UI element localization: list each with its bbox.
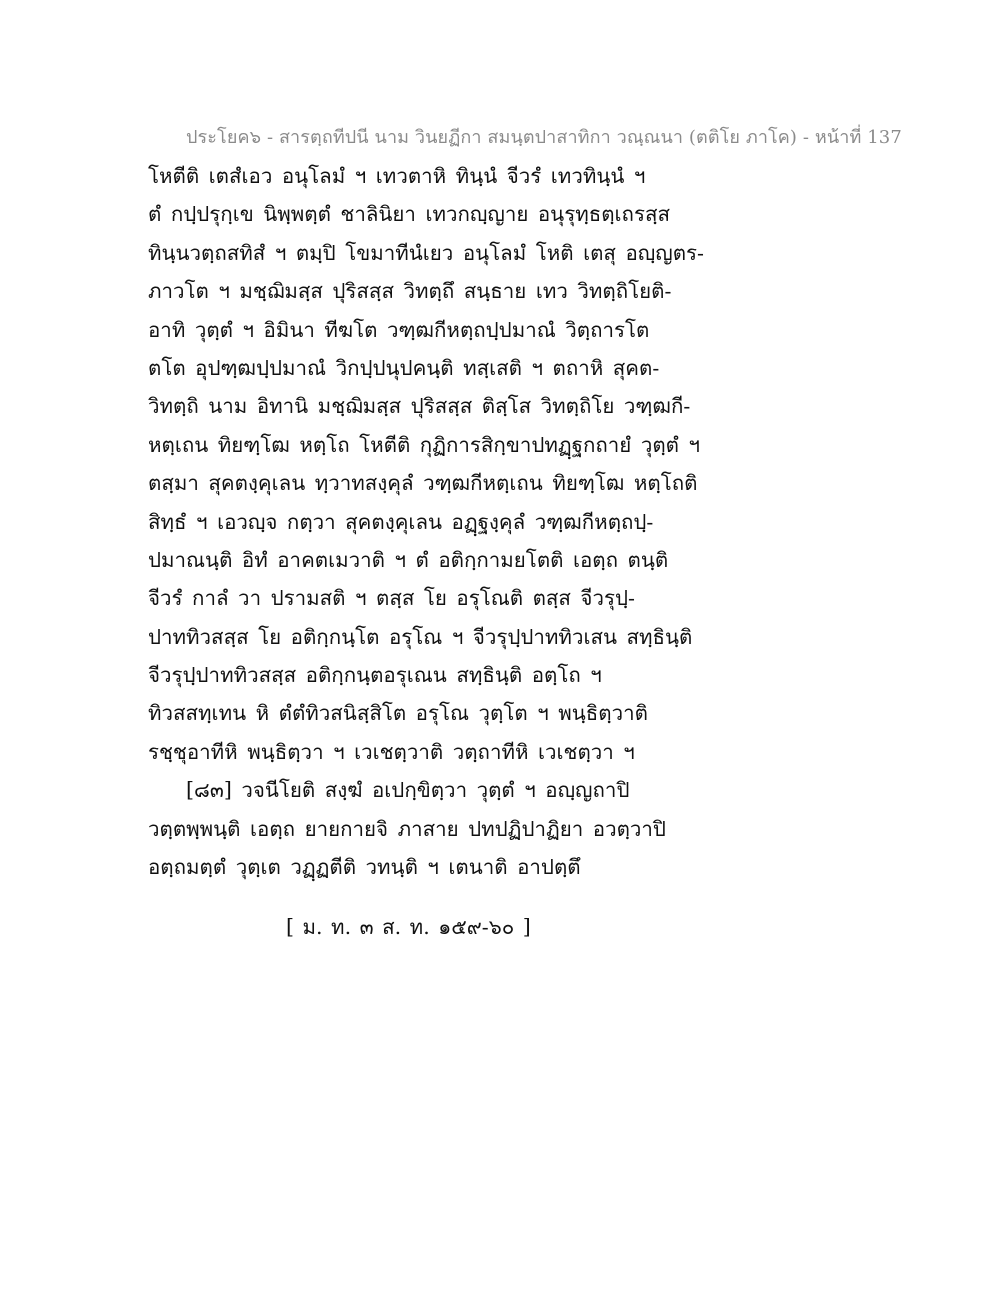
text-line: หตฺเถน ทิยฑฺโฒ หตฺโถ โหตีติ กุฏิการสิกฺขาปทฏฺฐกถายํ วุตฺตํ ฯ: [148, 432, 700, 457]
text-line: วตฺตพฺพนฺติ เอตฺถ ยายกายจิ ภาสาย ปทปฏิปาฏิยา อวตฺวาปิ: [148, 816, 666, 841]
text-line: ปมาณนฺติ อิทํ อาคตเมวาติ ฯ ตํ อติกฺกามยโตติ เอตฺถ ตนฺติ: [148, 547, 669, 572]
citation-reference: [ ม. ท. ๓ ส. ท. ๑๕๙-๖๐ ]: [286, 915, 531, 939]
text-line: อาทิ วุตฺตํ ฯ อิมินา ทีฆโต วฑฺฒกีหตฺถปฺปมาณํ วิตฺถารโต: [148, 317, 650, 342]
text-line: จีวรุปฺปาททิวสสฺส อติกฺกนฺตอรุเณน สทฺธินฺติ อตฺโถ ฯ: [148, 663, 602, 688]
text-line: ตํ กปฺปรุกฺเข นิพฺพตฺตํ ชาลินิยา เทวกญฺญาย อนุรุทฺธตฺเถรสฺส: [148, 202, 670, 227]
text-line: รชฺชุอาทีหิ พนฺธิตฺวา ฯ เวเชตฺวาติ วตฺถาทีหิ เวเชตฺวา ฯ: [148, 739, 635, 764]
text-line: ทินฺนวตฺถสทิสํ ฯ ตมฺปิ โขมาทีนํเยว อนุโลมํ โหติ เตสุ อญฺญตร-: [148, 240, 704, 265]
text-line: ทิวสสทฺเทน หิ ตํตํทิวสนิสฺสิโต อรุโณ วุตฺโต ฯ พนฺธิตฺวาติ: [148, 701, 648, 726]
text-line: ตสฺมา สุคตงฺคุเลน ทฺวาทสงฺคุลํ วฑฺฒกีหตฺเถน ทิยฑฺโฒ หตฺโถติ: [148, 471, 698, 496]
body-text: [148, 157, 868, 886]
text-line: วิทตฺถิ นาม อิทานิ มชฺฌิมสฺส ปุริสสฺส ติสฺโส วิทตฺถิโย วฑฺฒกี-: [148, 394, 691, 419]
text-line: ภาวโต ฯ มชฺฌิมสฺส ปุริสสฺส วิทตฺถึ สนฺธาย เทว วิทตฺถิโยติ-: [148, 279, 672, 304]
text-line: โหตีติ เตสํเอว อนุโลมํ ฯ เทวตาหิ ทินฺนํ จีวรํ เทวทินฺนํ ฯ: [148, 164, 646, 188]
paragraph-start-line: [๘๓] วจนีโยติ สงฺฆํ อเปกฺขิตฺวา วุตฺตํ ฯ อญฺญถาปิ: [186, 778, 630, 803]
text-line: สิทฺธํ ฯ เอวญฺจ กตฺวา สุคตงฺคุเลน อฏฺฐงฺคุลํ วฑฺฒกีหตฺถปฺ-: [148, 509, 654, 534]
text-line: ตโต อุปฑฺฒปฺปมาณํ วิกปฺปนุปคนฺติ ทสฺเสติ ฯ ตถาหิ สุคต-: [148, 355, 660, 380]
text-line: จีวรํ กาลํ วา ปรามสติ ฯ ตสฺส โย อรุโณติ ตสฺส จีวรุปฺ-: [148, 586, 635, 611]
text-line: ปาททิวสสฺส โย อติกฺกนฺโต อรุโณ ฯ จีวรุปฺปาททิวเสน สทฺธินฺติ: [148, 624, 693, 649]
page-header: ประโยค๖ - สารตฺถทีปนี นาม วินยฏีกา สมนฺตปาสาทิกา วณฺณนา (ตติโย ภาโค) - หน้าที่ 137: [186, 127, 902, 148]
text-line: อตฺถมตฺตํ วุตฺเต วฏฺฏตีติ วทนฺติ ฯ เตนาติ อาปตฺตึ: [148, 855, 581, 880]
